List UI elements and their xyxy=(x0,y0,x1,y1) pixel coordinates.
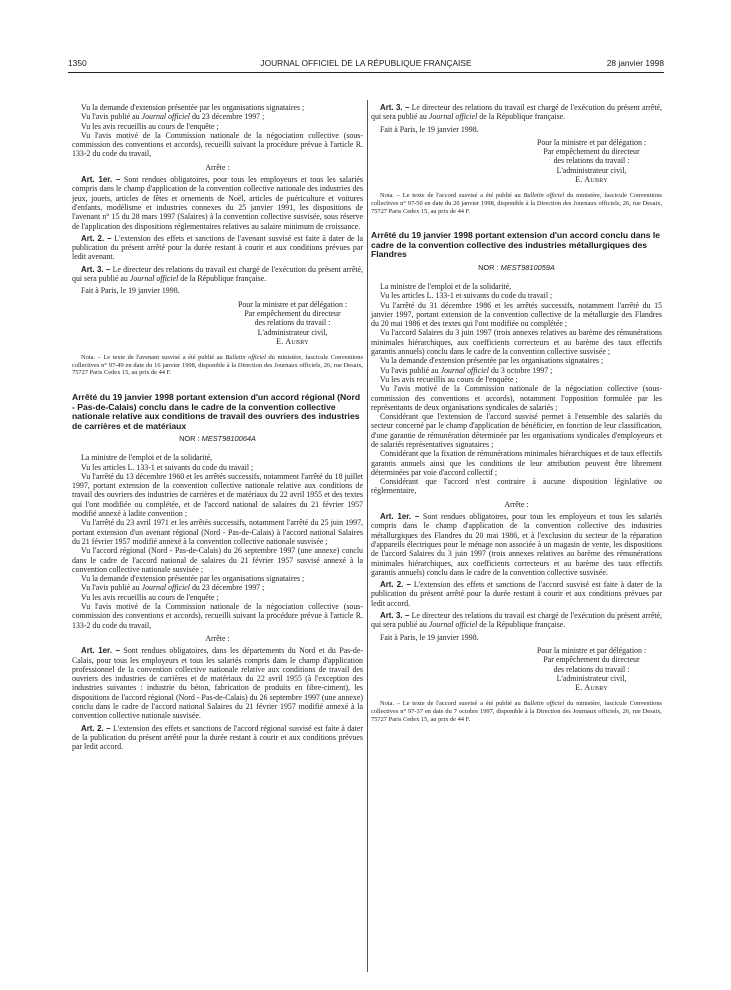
visa-paragraph: Vu l'avis motivé de la Commission nationale de la négociation collective (sous-commission des conventions et accords), recueilli suivant la procédure prévue à l'article R. 133-2 du code du travail, xyxy=(72,130,363,159)
considerant-paragraph: Considérant que la fixation de rémunérations minimales hiérarchiques et de taux effectifs garantis annuels ainsi que les conditions de leur attribution peuvent être librement déterminées par voie d'accord collectif ; xyxy=(371,449,662,477)
signatory-name: E. Aubry xyxy=(575,175,608,185)
nota-note: Nota. – Le texte de l'accord susvisé a été publié au Bulletin officiel du ministère, fascicule Conventions collectives n° 97-37 en date du 7 octobre 1997, disponible à la Direction des Journaux officiels, 26, rue Desaix, 75727 Paris Cedex 15, au prix de 44 F. xyxy=(371,700,662,723)
article-2: Art. 2. – L'extension des effets et sanctions de l'accord susvisé est faite à dater de la publication du présent arrêté pour la durée restant à courir et aux conditions prévues par ledit accord. xyxy=(371,580,662,608)
visa-paragraph: Vu la demande d'extension présentée par les organisations signataires ; xyxy=(81,103,305,112)
visa-paragraph: Vu l'avis publié au Journal officiel du 23 décembre 1997 ; xyxy=(81,583,265,593)
done-at-paris: Fait à Paris, le 19 janvier 1998. xyxy=(380,632,479,642)
visa-paragraph: Vu l'arrêté du 13 décembre 1960 et les arrêtés successifs, notamment l'arrêté du 18 juillet 1997, portant extension de la convention collective nationale relative aux conditions de travail des ouvriers des industries de carrières et de matériaux du 22 avril 1955 et des textes qui l'ont modifiée ou complétée, et de l'accord national de salaires du 21 février 1957 modifié annexé à ladite convention ; xyxy=(72,471,363,519)
issue-date: 28 janvier 1998 xyxy=(606,58,664,68)
signature-line: Pour la ministre et par délégation : xyxy=(237,299,348,309)
visa-paragraph: Vu l'accord régional (Nord - Pas-de-Calais) du 26 septembre 1997 (une annexe) conclu dans le cadre de l'accord national de salaires du 21 février 1957 susvisé annexé à la convention collective nationale susvisée ; xyxy=(72,546,363,574)
decree-title: Arrêté du 19 janvier 1998 portant extension d'un accord conclu dans le cadre de la convention collective des industries métallurgiques des Flandres xyxy=(371,230,661,260)
nota-note: Nota. – Le texte de l'avenant susvisé a été publié au Bulletin officiel du ministère, fascicule Conventions collectives n° 97-49 en date du 16 janvier 1998, disponible à la Direction des Journaux officiels, 26, rue Desaix, 75727 Paris Cedex 15, au prix de 44 F. xyxy=(72,354,363,377)
column-divider xyxy=(367,100,368,972)
signature-line: Pour la ministre et par délégation : xyxy=(536,137,647,147)
article-1: Art. 1er. – Sont rendues obligatoires, pour tous les employeurs et tous les salariés compris dans le champ d'application de la convention collective nationale des industries des jeux, jouets, articles de fêtes et ornements de Noël, articles de puériculture et voitures d'enfants, modélisme et industries connexes du 25 janvier 1991, les dispositions de l'avenant n° 15 du 28 mars 1997 (Salaires) à la convention collective susvisée, sous réserve de l'application des dispositions réglementaires relatives au salaire minimum de croissance. xyxy=(72,175,364,231)
visa-paragraph: Vu l'arrêté du 31 décembre 1986 et les arrêtés successifs, notamment l'arrêté du 15 janvier 1997, portant extension de la convention collective de la métallurgie des Flandres du 20 mai 1986 et des textes qui l'ont modifiée ou complétée ; xyxy=(371,300,662,329)
article-2: Art. 2. – L'extension des effets et sanctions de l'avenant susvisé est faite à dater de la publication du présent arrêté pour la durée restant à courir et aux conditions prévues par ledit avenant. xyxy=(72,233,363,262)
journal-title: JOURNAL OFFICIEL DE LA RÉPUBLIQUE FRANÇAISE xyxy=(260,58,472,68)
minister-line: La ministre de l'emploi et de la solidarité, xyxy=(380,281,512,291)
signature-line: des relations du travail : xyxy=(254,318,331,328)
nota-note: Nota. – Le texte de l'accord susvisé a été publié au Bulletin officiel du ministère, fascicule Conventions collectives n° 97-50 en date du 20 janvier 1998, disponible à la Direction des Journaux officiels, 26, rue Desaix, 75727 Paris Cedex 15, au prix de 44 F. xyxy=(371,192,662,215)
visa-paragraph: Vu la demande d'extension présentée par les organisations signataires ; xyxy=(81,574,305,584)
signatory-name: E. Aubry xyxy=(575,683,608,693)
visa-paragraph: Vu l'avis publié au Journal officiel du 23 décembre 1997 ; xyxy=(81,112,265,122)
nor-reference: NOR : MESТ9810064A xyxy=(179,434,256,444)
signature-line: des relations du travail : xyxy=(553,664,630,674)
visa-paragraph: Vu les articles L. 133-1 et suivants du code du travail ; xyxy=(380,291,553,301)
right-column xyxy=(371,103,662,723)
done-at-paris: Fait à Paris, le 19 janvier 1998. xyxy=(81,286,180,296)
article-2: Art. 2. – L'extension des effets et sanctions de l'accord régional susvisé est faite à dater de la publication du présent arrêté pour la durée restant à courir et aux conditions prévues par ledit accord. xyxy=(72,723,363,752)
visa-paragraph: Vu l'arrêté du 23 avril 1971 et les arrêtés successifs, notamment l'arrêté du 25 juin 1997, portant extension d'un avenant régional (Nord - Pas-de-Calais) à l'accord national Salaires du 21 février 1957 modifié annexé à la convention collective nationale susvisée ; xyxy=(72,518,363,546)
visa-paragraph: Vu l'accord Salaires du 3 juin 1997 (trois annexes relatives au barème des rémunérations minimales hiérarchiques, aux coefficients correcteurs et au barème des taux effectifs garantis annuels) conclu dans le cadre de la convention collective susvisée ; xyxy=(371,328,662,357)
page-header xyxy=(68,56,664,73)
article-3: Art. 3. – Le directeur des relations du travail est chargé de l'exécution du présent arrêté, qui sera publié au Journal officiel de la République française. xyxy=(72,264,363,284)
signature-title: L'administrateur civil, xyxy=(257,327,328,337)
done-at-paris: Fait à Paris, le 19 janvier 1998. xyxy=(380,124,479,134)
visa-paragraph: Vu les avis recueillis au cours de l'enquête ; xyxy=(81,121,219,131)
considerant-paragraph: Considérant que l'accord n'est contraire à aucune disposition législative ou réglementaire, xyxy=(371,477,662,496)
article-1: Art. 1er. – Sont rendues obligatoires, dans les départements du Nord et du Pas-de-Calais, pour tous les employeurs et tous les salariés compris dans le champ d'application professionnel de la convention collective nationale relative aux conditions de travail des ouvriers des industries de carrières et de matériaux du 22 avril 1955 (à l'exception des industries suivantes : industrie du béton, fabrication de produits en fibre-ciment), les dispositions de l'accord régional (Nord - Pas-de-Calais) du 26 septembre 1997 (une annexe) conclu dans le cadre de l'accord national Salaires du 21 février 1957 modifié annexé à la convention collective nationale susvisée. xyxy=(72,646,364,721)
signature-line: Par empêchement du directeur xyxy=(543,655,640,665)
minister-line: La ministre de l'emploi et de la solidarité, xyxy=(81,453,213,463)
nor-reference: NOR : MEST9810059A xyxy=(478,262,555,272)
signature-line: Pour la ministre et par délégation : xyxy=(536,645,647,655)
decree-title: Arrêté du 19 janvier 1998 portant extension d'un accord régional (Nord - Pas-de-Calais) conclu dans le cadre de la convention collective nationale relative aux conditions de travail des ouvriers des industries de carrières et de matériaux xyxy=(72,391,361,431)
left-column xyxy=(72,103,363,751)
visa-paragraph: Vu l'avis publié au Journal officiel du 3 octobre 1997 ; xyxy=(380,365,553,375)
arrete-heading: Arrête : xyxy=(205,162,230,172)
arrete-heading: Arrête : xyxy=(504,499,529,509)
signature-line: Par empêchement du directeur xyxy=(543,147,640,157)
visa-paragraph: Vu les avis recueillis au cours de l'enquête ; xyxy=(81,592,219,602)
visa-paragraph: Vu la demande d'extension présentée par les organisations signataires ; xyxy=(380,356,604,366)
visa-paragraph: Vu les avis recueillis au cours de l'enquête ; xyxy=(380,374,518,384)
article-3: Art. 3. – Le directeur des relations du travail est chargé de l'exécution du présent arrêté, qui sera publié au Journal officiel de la République française. xyxy=(371,611,662,630)
considerant-paragraph: Considérant que l'extension de l'accord susvisé permet à l'ensemble des salariés du secteur concerné par le champ d'application de bénéficier, en fonction de leur classification, d'une garantie de rémunération déterminée par les organisations syndicales d'employeurs et de salariés représentatives signataires ; xyxy=(371,412,662,449)
article-3: Art. 3. – Le directeur des relations du travail est chargé de l'exécution du présent arrêté, qui sera publié au Journal officiel de la République française. xyxy=(371,103,662,122)
signatory-name: E. Aubry xyxy=(276,336,309,346)
article-1: Art. 1er. – Sont rendues obligatoires, pour tous les employeurs et tous les salariés compris dans le champ d'application de la convention collective des industries métallurgiques des Flandres du 20 mai 1986, et à l'exclusion du secteur de la réparation d'appareils électriques pour le ménage non associée à un magasin de vente, les dispositions de l'accord Salaires du 3 juin 1997 (trois annexes relatives au barème des rémunérations minimales hiérarchiques, aux coefficients correcteurs et au barème des taux effectifs garantis annuels) conclu dans le cadre de la convention collective susvisée. xyxy=(371,512,663,577)
signature-title: L'administrateur civil, xyxy=(556,165,627,175)
visa-paragraph: Vu les articles L. 133-1 et suivants du code du travail ; xyxy=(81,462,254,472)
signature-line: des relations du travail : xyxy=(553,156,630,166)
visa-paragraph: Vu l'avis motivé de la Commission nationale de la négociation collective (sous-commission des conventions et accords), recueilli suivant la procédure prévue à l'article R. 133-2 du code du travail, xyxy=(72,602,363,630)
signature-title: L'administrateur civil, xyxy=(556,673,627,683)
visa-paragraph: Vu l'avis motivé de la Commission nationale de la négociation collective (sous-commission des conventions et accords), notamment l'opposition formulée par les représentants de deux organisations syndicales de salariés ; xyxy=(371,384,662,412)
page-number: 1350 xyxy=(68,58,87,68)
arrete-heading: Arrête : xyxy=(205,633,230,643)
signature-line: Par empêchement du directeur xyxy=(244,308,341,318)
